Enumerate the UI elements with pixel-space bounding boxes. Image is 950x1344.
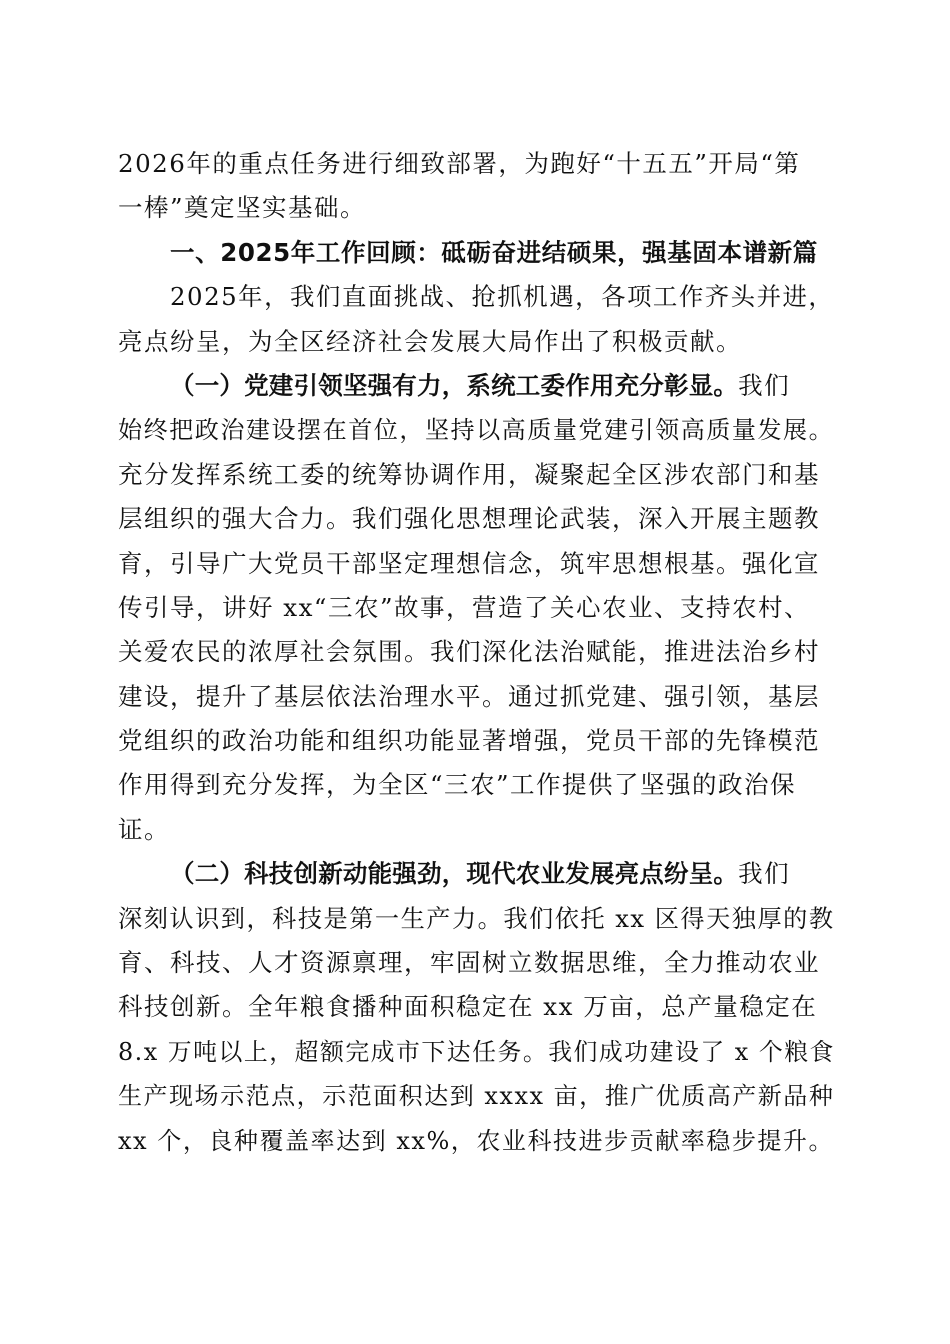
subsection-title: （一）党建引领坚强有力，系统工委作用充分彰显。 [170,370,739,400]
text-line: 作用得到充分发挥，为全区“三农”工作提供了坚强的政治保 [118,770,797,800]
text-run: 我们 [738,370,791,400]
document-page [118,142,834,1163]
text-line: 育，引导广大党员干部坚定理想信念，筑牢思想根基。强化宣 [118,548,820,578]
section-heading: 一、2025年工作回顾：砥砺奋进结硕果，强基固本谱新篇 [170,237,818,267]
text-line: 充分发挥系统工委的统筹协调作用，凝聚起全区涉农部门和基 [118,459,820,489]
text-line: 生产现场示范点，示范面积达到 xxxx 亩，推广优质高产新品种 [118,1082,835,1111]
text-line: 关爱农民的浓厚社会氛围。我们深化法治赋能，推进法治乡村 [118,637,820,667]
text-line: 深刻认识到，科技是第一生产力。我们依托 xx 区得天独厚的教 [118,904,835,933]
text-line: 党组织的政治功能和组织功能显著增强，党员干部的先锋模范 [118,726,820,756]
paragraph-line [118,852,834,896]
text-run: 我们 [738,859,791,889]
text-line: 育、科技、人才资源禀理，牢固树立数据思维，全力推动农业 [118,948,820,978]
text-line: 层组织的强大合力。我们强化思想理论武装，深入开展主题教 [118,504,820,534]
text-line: 建设，提升了基层依法治理水平。通过抓党建、强引领，基层 [118,681,820,711]
text-line: xx 个，良种覆盖率达到 xx%，农业科技进步贡献率稳步提升。 [118,1126,835,1155]
text-line: 亮点纷呈，为全区经济社会发展大局作出了积极贡献。 [118,326,742,356]
text-line: 8.x 万吨以上，超额完成市下达任务。我们成功建设了 x 个粮食 [118,1037,835,1066]
text-line: 一棒”奠定坚实基础。 [118,193,367,223]
text-line: 证。 [118,814,170,844]
text-line: 传引导，讲好 xx“三农”故事，营造了关心农业、支持农村、 [118,592,810,622]
text-line: 始终把政治建设摆在首位，坚持以高质量党建引领高质量发展。 [118,416,835,445]
text-line: 2025年，我们直面挑战、抢抓机遇，各项工作齐头并进， [170,282,835,312]
subsection-title: （二）科技创新动能强劲，现代农业发展亮点纷呈。 [170,859,739,889]
text-line: 2026年的重点任务进行细致部署，为跑好“十五五”开局“第 [118,149,801,178]
paragraph-line [118,364,834,408]
text-line: 科技创新。全年粮食播种面积稳定在 xx 万亩，总产量稳定在 [118,992,818,1022]
